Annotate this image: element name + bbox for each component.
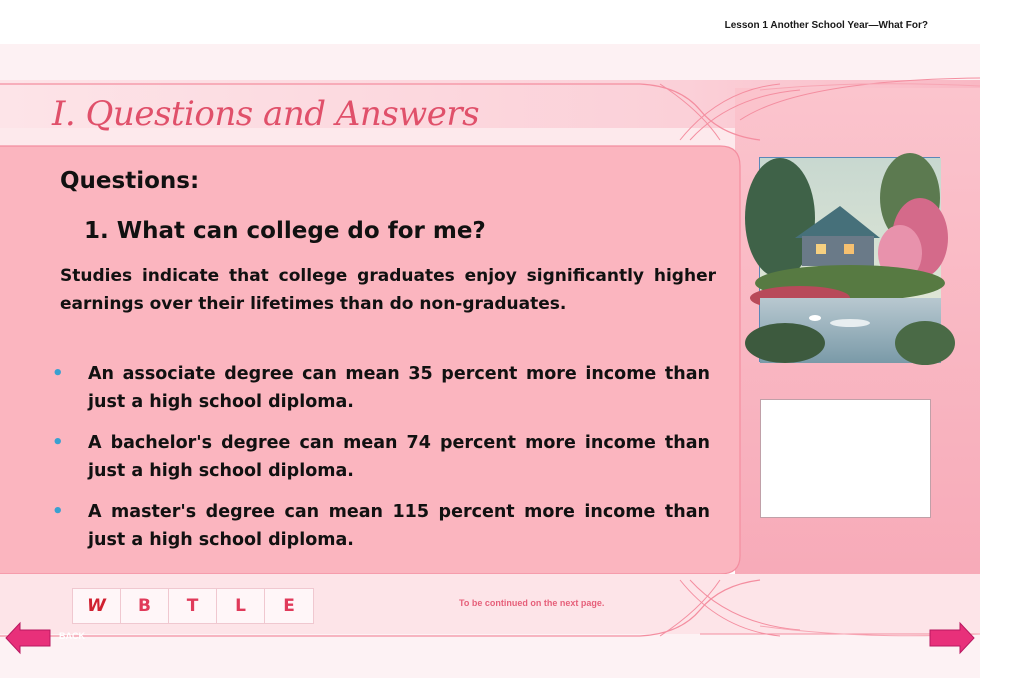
nav-letter-l[interactable]: L xyxy=(217,589,265,623)
list-item-text: A master's degree can mean 115 percent more income than just a high school diploma. xyxy=(88,502,710,550)
nav-letter-e[interactable]: E xyxy=(283,596,295,616)
intro-paragraph: Studies indicate that college graduates enjoy significantly higher earnings over their lifetimes than do non-graduates. xyxy=(60,266,716,314)
lesson-header: Lesson 1 Another School Year—What For? xyxy=(724,20,928,31)
next-arrow-icon xyxy=(930,621,974,655)
nav-letter-t[interactable]: T xyxy=(169,589,217,623)
list-item xyxy=(52,429,710,485)
bullet-icon: • xyxy=(52,432,64,453)
image-placeholder-box xyxy=(760,399,931,518)
list-item xyxy=(52,360,710,416)
continued-note: To be continued on the next page. xyxy=(459,598,605,608)
question-heading: 1. What can college do for me? xyxy=(84,218,486,244)
questions-label: Questions: xyxy=(60,168,200,194)
cottage-painting-image xyxy=(759,157,940,362)
back-arrow-icon xyxy=(6,621,50,655)
back-button-label: BACK xyxy=(59,631,85,641)
next-button-label: NEXT xyxy=(983,631,1008,641)
bullet-icon: • xyxy=(52,363,64,384)
list-item-text: An associate degree can mean 35 percent more income than just a high school diploma. xyxy=(88,364,710,412)
list-item xyxy=(52,498,710,554)
list-item-text: A bachelor's degree can mean 74 percent more income than just a high school diploma. xyxy=(88,433,710,481)
degree-list xyxy=(52,360,710,567)
section-title: I. Questions and Answers xyxy=(52,94,480,134)
bullet-icon: • xyxy=(52,501,64,522)
back-button[interactable] xyxy=(6,621,85,655)
next-button[interactable] xyxy=(930,621,1008,655)
nav-letter-w[interactable]: W xyxy=(73,589,121,623)
nav-letter-b[interactable]: B xyxy=(121,589,169,623)
section-nav xyxy=(72,588,314,624)
